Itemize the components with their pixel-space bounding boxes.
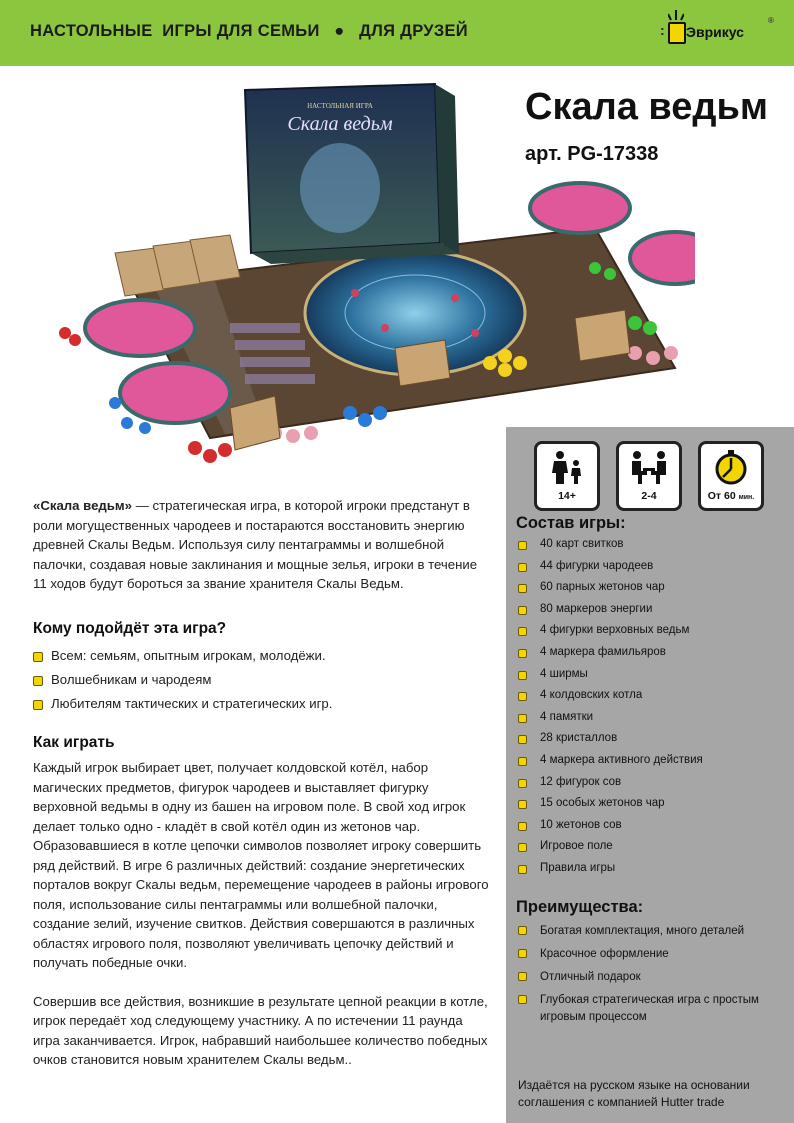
list-item bbox=[514, 923, 784, 940]
age-label: 14+ bbox=[558, 490, 576, 502]
logo-rays-icon bbox=[668, 8, 684, 22]
bullet-icon bbox=[518, 714, 527, 723]
bullet-icon bbox=[518, 822, 527, 831]
bullet-icon bbox=[518, 926, 527, 935]
list-item bbox=[514, 668, 703, 690]
bullet-icon bbox=[518, 692, 527, 701]
time-badge bbox=[698, 441, 764, 511]
product-title: Скала ведьм bbox=[525, 86, 769, 128]
bullet-icon bbox=[518, 671, 527, 680]
list-item-label: Любителям тактических и стратегических игр. bbox=[51, 696, 333, 711]
bullet-icon bbox=[33, 700, 43, 710]
list-item bbox=[514, 946, 784, 963]
logo-text: Эврикус bbox=[686, 24, 744, 40]
list-item bbox=[514, 732, 703, 754]
list-item bbox=[514, 840, 703, 862]
list-item bbox=[514, 797, 703, 819]
list-item-label: 60 парных жетонов чар bbox=[540, 581, 665, 594]
bullet-icon bbox=[518, 584, 527, 593]
list-item-label: 4 ширмы bbox=[540, 667, 588, 680]
list-item-label: Правила игры bbox=[540, 861, 616, 874]
bullet-icon bbox=[518, 627, 527, 636]
list-item bbox=[514, 603, 703, 625]
list-item bbox=[514, 776, 703, 798]
list-item-label: Красочное оформление bbox=[540, 948, 669, 960]
bullet-icon bbox=[518, 949, 527, 958]
specs-panel bbox=[506, 427, 794, 1123]
bullet-icon bbox=[518, 735, 527, 744]
bullet-icon bbox=[33, 676, 43, 686]
list-item-label: 80 маркеров энергии bbox=[540, 602, 653, 615]
bullet-icon bbox=[518, 606, 527, 615]
list-item-label: Богатая комплектация, много деталей bbox=[540, 925, 745, 937]
list-item-label: Отличный подарок bbox=[540, 971, 641, 983]
bullet-icon bbox=[518, 563, 527, 572]
header-bar bbox=[0, 0, 794, 66]
list-item-label: 4 колдовских котла bbox=[540, 689, 643, 702]
players-label: 2-4 bbox=[641, 490, 657, 502]
list-item bbox=[514, 646, 703, 668]
logo-registered-mark: ® bbox=[768, 16, 774, 25]
list-item bbox=[33, 696, 493, 720]
box-title: Скала ведьм bbox=[287, 113, 393, 135]
contents-heading: Состав игры: bbox=[516, 514, 626, 532]
list-item-label: 28 кристаллов bbox=[540, 732, 618, 745]
list-item-label: Всем: семьям, опытным игрокам, молодёжи. bbox=[51, 648, 326, 663]
timer-icon bbox=[711, 450, 751, 486]
list-item bbox=[514, 754, 703, 776]
bullet-icon bbox=[518, 800, 527, 809]
list-item bbox=[33, 672, 493, 696]
audience-heading: Кому подойдёт эта игра? bbox=[33, 620, 227, 637]
list-item-label: 10 жетонов сов bbox=[540, 818, 622, 831]
list-item-label: 4 фигурки верховных ведьм bbox=[540, 624, 690, 637]
intro-text: — стратегическая игра, в которой игроки предстанут в роли могущественных чародеев и постараются восстановить энергию древней Скалы Ведьм. Используя силу пентаграммы и волшебной палочки, создавая новые заклинания и мощные зелья, игроки в течение 11 ходов будут бороться за звание хранителя Скалы Ведьм. bbox=[33, 498, 478, 591]
contents-list bbox=[514, 538, 703, 884]
bullet-icon bbox=[518, 865, 527, 874]
logo-dots-icon: : bbox=[660, 22, 665, 38]
bullet-icon bbox=[518, 649, 527, 658]
age-badge bbox=[534, 441, 600, 511]
list-item-label: Глубокая стратегическая игра с простым игровым процессом bbox=[540, 994, 759, 1023]
header-tagline: НАСТОЛЬНЫЕ ИГРЫ ДЛЯ СЕМЬИ ● ДЛЯ ДРУЗЕЙ bbox=[30, 22, 468, 40]
list-item-label: 12 фигурок сов bbox=[540, 775, 622, 788]
list-item-label: 15 особых жетонов чар bbox=[540, 797, 665, 810]
players-badge bbox=[616, 441, 682, 511]
bullet-icon bbox=[518, 779, 527, 788]
list-item bbox=[514, 581, 703, 603]
list-item bbox=[514, 538, 703, 560]
audience-list bbox=[33, 648, 493, 720]
bullet-icon bbox=[33, 652, 43, 662]
list-item-label: 40 карт свитков bbox=[540, 538, 624, 550]
list-item bbox=[514, 992, 784, 1026]
how-to-play-para-2: Совершив все действия, возникшие в результате цепной реакции в котле, игрок передаёт ход следующему участнику. А по истечении 11 раунда игра заканчивается. Игрок, набравший наибольшее количество победных очков становится новым хранителем Скалы ведьм.. bbox=[33, 993, 488, 1067]
product-photo bbox=[35, 78, 695, 478]
list-item bbox=[514, 862, 703, 884]
list-item-label: 44 фигурки чародеев bbox=[540, 559, 654, 572]
advantages-heading: Преимущества: bbox=[516, 898, 644, 916]
list-item bbox=[514, 969, 784, 986]
intro-bold: «Скала ведьм» bbox=[33, 498, 133, 513]
bullet-icon bbox=[518, 972, 527, 981]
product-article: арт. PG-17338 bbox=[525, 143, 659, 165]
age-icon bbox=[547, 450, 587, 486]
bullet-icon bbox=[518, 995, 527, 1004]
list-item bbox=[514, 819, 703, 841]
list-item bbox=[514, 560, 703, 582]
intro-paragraph bbox=[33, 496, 493, 594]
list-item bbox=[514, 624, 703, 646]
list-item bbox=[514, 711, 703, 733]
list-item bbox=[33, 648, 493, 672]
players-icon bbox=[629, 450, 669, 486]
bullet-icon bbox=[518, 843, 527, 852]
box-top-label: НАСТОЛЬНАЯ ИГРА bbox=[307, 102, 373, 110]
bullet-icon bbox=[518, 541, 527, 550]
how-to-play-heading: Как играть bbox=[33, 734, 115, 751]
list-item-label: 4 маркера активного действия bbox=[540, 753, 703, 766]
list-item-label: Игровое поле bbox=[540, 840, 613, 853]
time-label: От 60 мин. bbox=[707, 490, 755, 502]
bullet-icon bbox=[518, 757, 527, 766]
how-to-play-para-1: Каждый игрок выбирает цвет, получает колдовской котёл, набор магических предметов, фигурок чародеев и выставляет фигурку верховной ведьмы в одну из башен на игровом поле. В свой ход игрок делает только одно - кладёт в свой котёл один из жетонов чар. Образовавшиеся в котле цепочки символов позволяет игроку совершить ряд действий. В игре 6 различных действий: создание энергетических порталов вокруг Скалы ведьм, перемещение чародеев в районы игрового поля, использование силы пентаграммы или волшебной палочки, создание зелий, изучение свитков. Действия совершаются в различных областях игрового поля, позволяют увеличивать цепочку действий и получать победные очки. bbox=[33, 760, 489, 970]
list-item-label: Волшебникам и чародеям bbox=[51, 672, 212, 687]
how-to-play-text bbox=[33, 758, 493, 1070]
list-item-label: 4 маркера фамильяров bbox=[540, 645, 666, 658]
logo-square-icon bbox=[668, 22, 686, 44]
license-note: Издаётся на русском языке на основании соглашения с компанией Hutter trade bbox=[518, 1078, 750, 1109]
list-item-label: 4 памятки bbox=[540, 710, 594, 723]
list-item bbox=[514, 689, 703, 711]
advantages-list bbox=[514, 923, 784, 1032]
brand-logo[interactable] bbox=[660, 8, 784, 58]
